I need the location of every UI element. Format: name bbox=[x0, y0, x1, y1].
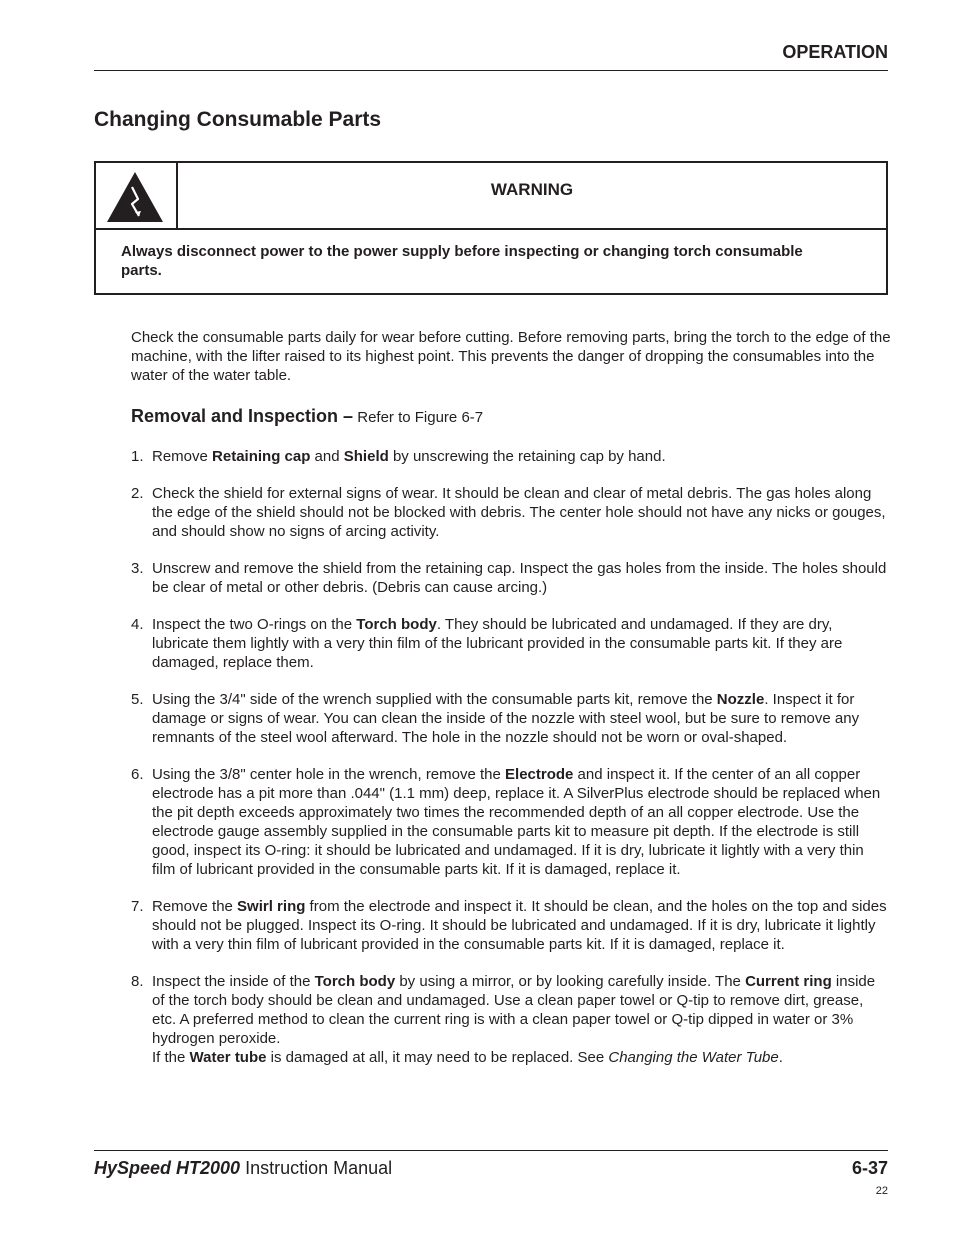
step-number: 4. bbox=[131, 616, 144, 633]
step-run: Unscrew and remove the shield from the retaining cap. Inspect the gas holes from the inside. The holes should be clear of metal or other debris. (Debris can cause arcing.) bbox=[152, 560, 887, 596]
step-run: If the bbox=[152, 1049, 190, 1066]
step-run: and inspect it. If the center of an all copper electrode has a pit more than .044" (1.1 mm) deep, replace it. A SilverPlus electrode should be replaced when the pit depth exceeds approximately two times the recommended depth of an all copper electrode. Use the electrode gauge assembly supplied in the consumable parts kit to measure pit depth. If the electrode is still good, inspect its O-ring: it should be lubricated and undamaged. If it is dry, lubricate it lightly with a very thin film of lubricant provided in the consumable parts kit. If it is damaged, replace it. bbox=[152, 766, 881, 878]
subsection-heading bbox=[131, 406, 483, 427]
step-number: 3. bbox=[131, 560, 144, 577]
step-run: is damaged at all, it may need to be replaced. See bbox=[266, 1049, 609, 1066]
inspection-steps-list bbox=[131, 447, 891, 1085]
warning-divider bbox=[96, 228, 886, 230]
step-item bbox=[131, 559, 891, 597]
warning-icon-cell bbox=[96, 163, 178, 228]
step-run: Remove bbox=[152, 448, 213, 465]
step-item bbox=[131, 897, 891, 954]
step-number: 5. bbox=[131, 691, 144, 708]
step-number: 7. bbox=[131, 898, 144, 915]
step-item bbox=[131, 484, 891, 541]
page-number: 6-37 bbox=[851, 1158, 888, 1178]
step-run: . bbox=[778, 1049, 783, 1066]
step-number: 8. bbox=[131, 973, 144, 990]
step-text bbox=[152, 897, 891, 954]
step-text bbox=[152, 690, 891, 747]
step-text bbox=[152, 972, 891, 1067]
warning-text: Always disconnect power to the power supply before inspecting or changing torch consumable parts. bbox=[121, 243, 803, 279]
step-term: Torch body bbox=[314, 973, 396, 990]
figure-reference: Refer to Figure 6-7 bbox=[353, 409, 484, 426]
step-run: by using a mirror, or by looking carefully inside. The bbox=[395, 973, 746, 990]
page-title: Changing Consumable Parts bbox=[94, 108, 382, 131]
step-text bbox=[152, 484, 891, 541]
step-run: and bbox=[310, 448, 344, 465]
subsection-title: Removal and Inspection – bbox=[131, 406, 354, 426]
manual-label: Instruction Manual bbox=[240, 1158, 393, 1178]
step-term: Torch body bbox=[356, 616, 437, 633]
warning-title-cell bbox=[178, 163, 886, 228]
electric-shock-warning-icon bbox=[106, 171, 164, 223]
step-run: Using the 3/4" side of the wrench supplied with the consumable parts kit, remove the bbox=[152, 691, 717, 708]
step-term: Water tube bbox=[189, 1049, 267, 1066]
step-run: by unscrewing the retaining cap by hand. bbox=[388, 448, 666, 465]
step-run: from the electrode and inspect it. It should be clean, and the holes on the top and sides should not be plugged. Inspect its O-ring. It should be lubricated and undamaged. If it is dry, lubricate it lightly with a very thin film of lubricant provided in the consumable parts kit. If it is damaged, replace it. bbox=[152, 898, 887, 953]
step-term: Current ring bbox=[745, 973, 832, 990]
step-run: Using the 3/8" center hole in the wrench, remove the bbox=[152, 766, 506, 783]
step-item bbox=[131, 972, 891, 1067]
step-text bbox=[152, 765, 891, 879]
step-run: . Inspect it for damage or signs of wear. You can clean the inside of the nozzle with steel wool, but be sure to remove any remnants of the steel wool afterward. The hole in the nozzle should not be worn or oval-shaped. bbox=[152, 691, 860, 746]
header-rule bbox=[94, 70, 888, 71]
step-run: . They should be lubricated and undamaged. If they are dry, lubricate them lightly with a very thin film of the lubricant provided in the consumable parts kit. If they are damaged, replace them. bbox=[152, 616, 843, 671]
step-text bbox=[152, 615, 891, 672]
step-term: Shield bbox=[343, 448, 389, 465]
footer-rule bbox=[94, 1150, 888, 1151]
step-term: Swirl ring bbox=[237, 898, 306, 915]
product-name: HySpeed HT2000 bbox=[94, 1158, 241, 1178]
sheet-number: 22 bbox=[875, 1185, 888, 1197]
step-run: inside of the torch body should be clean and undamaged. Use a clean paper towel or Q-tip to remove dirt, grease, etc. A preferred method to clean the current ring is with a clean paper towel or Q-tip dipped in water or 3% hydrogen peroxide. bbox=[152, 973, 876, 1047]
step-run: Inspect the two O-rings on the bbox=[152, 616, 357, 633]
step-run: Check the shield for external signs of wear. It should be clean and clear of metal debris. The gas holes along the edge of the shield should not be blocked with debris. The center hole should not have any nicks or gouges, and should show no signs of arcing activity. bbox=[152, 485, 886, 540]
step-term: Retaining cap bbox=[212, 448, 311, 465]
step-run: Inspect the inside of the bbox=[152, 973, 315, 990]
warning-title: WARNING bbox=[490, 180, 574, 199]
step-item bbox=[131, 690, 891, 747]
step-text bbox=[152, 447, 891, 466]
intro-paragraph: Check the consumable parts daily for wear before cutting. Before removing parts, bring the torch to the edge of the machine, with the lifter raised to its highest point. This prevents the danger of dropping the consumables into the water of the water table. bbox=[131, 329, 891, 384]
step-item bbox=[131, 615, 891, 672]
step-xref: Changing the Water Tube bbox=[608, 1049, 779, 1066]
step-number: 2. bbox=[131, 485, 144, 502]
warning-box bbox=[94, 161, 888, 295]
step-number: 6. bbox=[131, 766, 144, 783]
step-term: Electrode bbox=[505, 766, 574, 783]
step-term: Nozzle bbox=[716, 691, 765, 708]
step-item bbox=[131, 447, 891, 466]
step-item bbox=[131, 765, 891, 879]
step-number: 1. bbox=[131, 448, 144, 465]
section-header: OPERATION bbox=[782, 42, 888, 62]
step-text bbox=[152, 559, 891, 597]
step-run: Remove the bbox=[152, 898, 238, 915]
